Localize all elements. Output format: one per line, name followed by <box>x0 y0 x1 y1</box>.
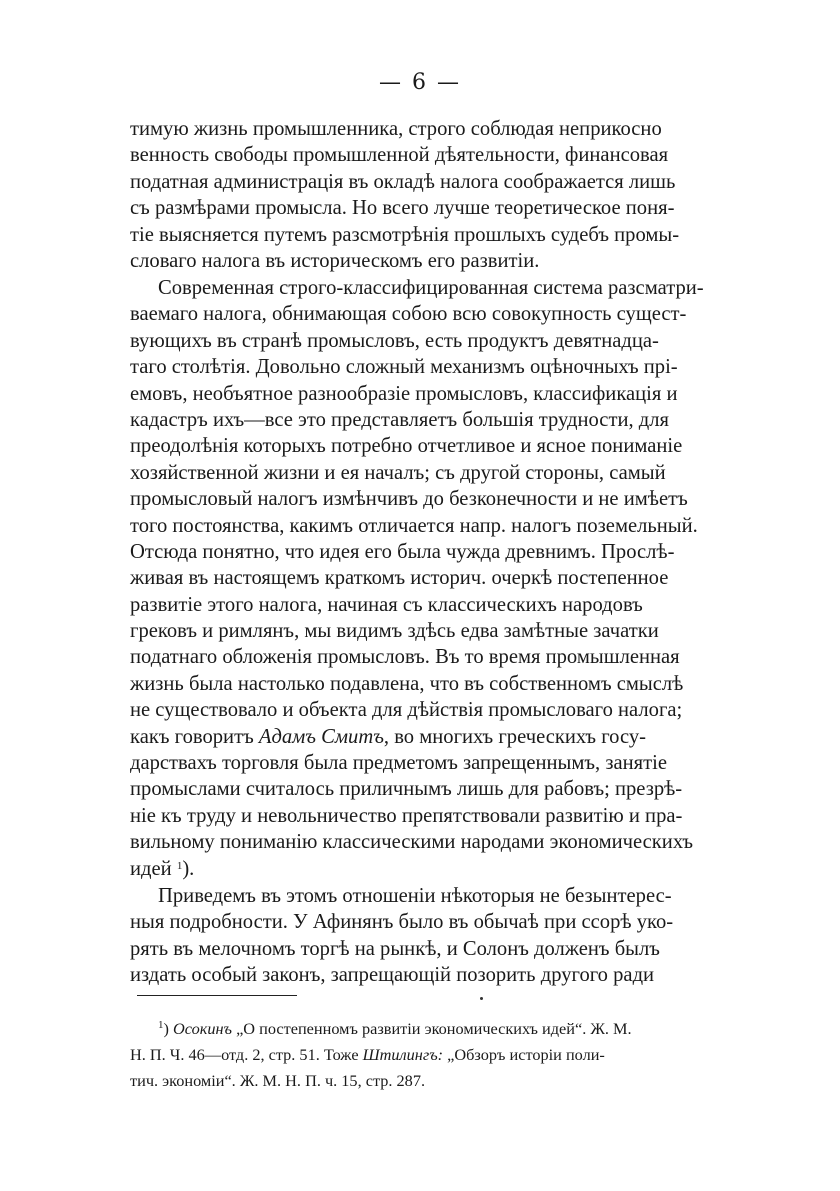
footnote-marker-close: ) <box>163 1019 169 1038</box>
author-name: Адамъ Смитъ <box>258 725 384 748</box>
text-line <box>130 618 712 644</box>
footnote-line-content <box>158 1016 632 1042</box>
text-line-content: преодолѣнія которыхъ потребно отчетливое и ясное пониманіе <box>130 435 683 458</box>
text-line <box>130 407 712 433</box>
text-line-content: Современная строго-классифицированная система разсматри- <box>158 277 704 299</box>
text-line <box>130 565 712 591</box>
text-line-content: дарствахъ торговля была предметомъ запрещеннымъ, занятіе <box>130 752 667 775</box>
text-line <box>130 460 712 486</box>
footnote-line-content <box>130 1042 605 1068</box>
text-line-content: словаго налога въ историческомъ его развитіи. <box>130 249 540 272</box>
page-number: — 6 — <box>379 70 461 95</box>
text-line <box>130 856 712 882</box>
text-line <box>130 697 712 723</box>
text-line <box>130 962 712 988</box>
text-fragment: ). <box>182 857 195 880</box>
text-line-content: ваемаго налога, обнимающая собою всю совокупность сущест- <box>130 303 687 326</box>
print-speck <box>480 997 483 1000</box>
text-line-content: ніе къ труду и невольничество препятствовали развитію и пра- <box>130 804 683 827</box>
text-line-content: ныя подробности. У Афинянъ было въ обычаѣ при ссорѣ уко- <box>130 911 674 934</box>
text-line-content <box>130 856 194 882</box>
text-line <box>130 644 712 670</box>
text-line-content: грековъ и римлянъ, мы видимъ здѣсь едва замѣтные зачатки <box>130 620 659 643</box>
text-line-content: промыслами считалось приличнымъ лишь для рабовъ; презрѣ- <box>130 778 683 801</box>
footnote-line <box>130 1068 720 1094</box>
text-line-content: вильному пониманію классическими народами экономическихъ <box>130 831 693 854</box>
text-line <box>130 275 712 301</box>
text-line <box>130 724 712 750</box>
text-line <box>130 169 712 195</box>
text-line-content: податнаго обложенія промысловъ. Въ то время промышленная <box>130 646 680 669</box>
text-line-content: развитіе этого налога, начиная съ классическихъ народовъ <box>130 593 643 616</box>
text-line-content: тимую жизнь промышленника, строго соблюдая неприкосно <box>130 118 662 140</box>
text-fragment: идей <box>130 857 177 880</box>
text-line-content: не существовало и объекта для дѣйствія промысловаго налога; <box>130 699 683 722</box>
footnote-text: „Обзоръ исторіи поли- <box>443 1045 605 1064</box>
text-line <box>130 248 712 274</box>
text-line-content: промысловый налогъ измѣнчивъ до безконечности и не имѣетъ <box>130 488 688 511</box>
text-line-content <box>130 724 646 750</box>
text-line <box>130 301 712 327</box>
text-line-content: кадастръ ихъ—все это представляетъ большія трудности, для <box>130 408 669 431</box>
text-line-content: живая въ настоящемъ краткомъ историч. очеркѣ постепенное <box>130 567 669 590</box>
text-line <box>130 116 712 142</box>
text-line <box>130 513 712 539</box>
text-line-content: съ размѣрами промысла. Но всего лучше теоретическое поня- <box>130 197 675 220</box>
text-line-content: Отсюда понятно, что идея его была чужда древнимъ. Прослѣ- <box>130 540 675 563</box>
paragraph-3 <box>130 883 712 989</box>
text-line <box>130 328 712 354</box>
text-line <box>130 750 712 776</box>
text-line <box>130 195 712 221</box>
text-fragment: , во многихъ греческихъ госу- <box>383 725 646 748</box>
text-line <box>130 486 712 512</box>
footnote-text: тич. экономіи“. Ж. М. Н. П. ч. 15, стр. 287. <box>130 1071 426 1090</box>
footnote-line <box>130 1042 720 1068</box>
footnote-text: Н. П. Ч. 46—отд. 2, стр. 51. Тоже <box>130 1045 363 1064</box>
text-line <box>130 539 712 565</box>
text-line-content: емовъ, необъятное разнообразіе промысловъ, классификація и <box>130 382 678 405</box>
text-line-content: вующихъ въ странѣ промысловъ, есть продуктъ девятнадца- <box>130 329 659 352</box>
text-line <box>130 909 712 935</box>
text-line-content: рять въ мелочномъ торгѣ на рынкѣ, и Солонъ долженъ былъ <box>130 937 660 960</box>
text-line <box>130 936 712 962</box>
text-line <box>130 829 712 855</box>
text-line <box>130 222 712 248</box>
footnote-author: Осокинъ <box>173 1019 233 1038</box>
text-line-content: хозяйственной жизни и ея началъ; съ другой стороны, самый <box>130 461 666 484</box>
text-line <box>130 592 712 618</box>
footnote-text: „О постепенномъ развитіи экономическихъ идей“. Ж. М. <box>232 1019 632 1038</box>
text-line <box>130 433 712 459</box>
footnote-author: Штилингъ: <box>362 1045 444 1064</box>
footnote <box>130 1016 720 1094</box>
text-line <box>130 803 712 829</box>
text-line-content: издать особый законъ, запрещающій позорить другого ради <box>130 964 655 987</box>
text-line-content: жизнь была настолько подавлена, что въ собственномъ смыслѣ <box>130 672 684 695</box>
text-fragment: какъ говоритъ <box>130 725 259 748</box>
text-line-content: того постоянства, какимъ отличается напр. налогъ поземельный. <box>130 514 698 537</box>
text-line <box>130 883 712 909</box>
footnote-line <box>130 1016 720 1042</box>
text-line <box>130 354 712 380</box>
text-line-content: податная администрація въ окладѣ налога соображается лишь <box>130 170 676 193</box>
text-line-content: Приведемъ въ этомъ отношеніи нѣкоторыя не безынтерес- <box>158 885 672 907</box>
text-line <box>130 671 712 697</box>
text-line <box>130 776 712 802</box>
text-line <box>130 142 712 168</box>
text-line-content: таго столѣтія. Довольно сложный механизмъ оцѣночныхъ прі- <box>130 356 678 379</box>
text-line-content: венность свободы промышленной дѣятельности, финансовая <box>130 144 669 167</box>
paragraph-2 <box>130 275 712 882</box>
footnote-divider <box>137 995 297 996</box>
footnote-marker: 1 <box>158 1019 164 1031</box>
text-line <box>130 381 712 407</box>
footnote-reference[interactable]: 1 <box>176 859 183 872</box>
paragraph-1 <box>130 116 712 274</box>
text-line-content: тіе выясняется путемъ разсмотрѣнія прошлыхъ судебъ промы- <box>130 223 680 246</box>
